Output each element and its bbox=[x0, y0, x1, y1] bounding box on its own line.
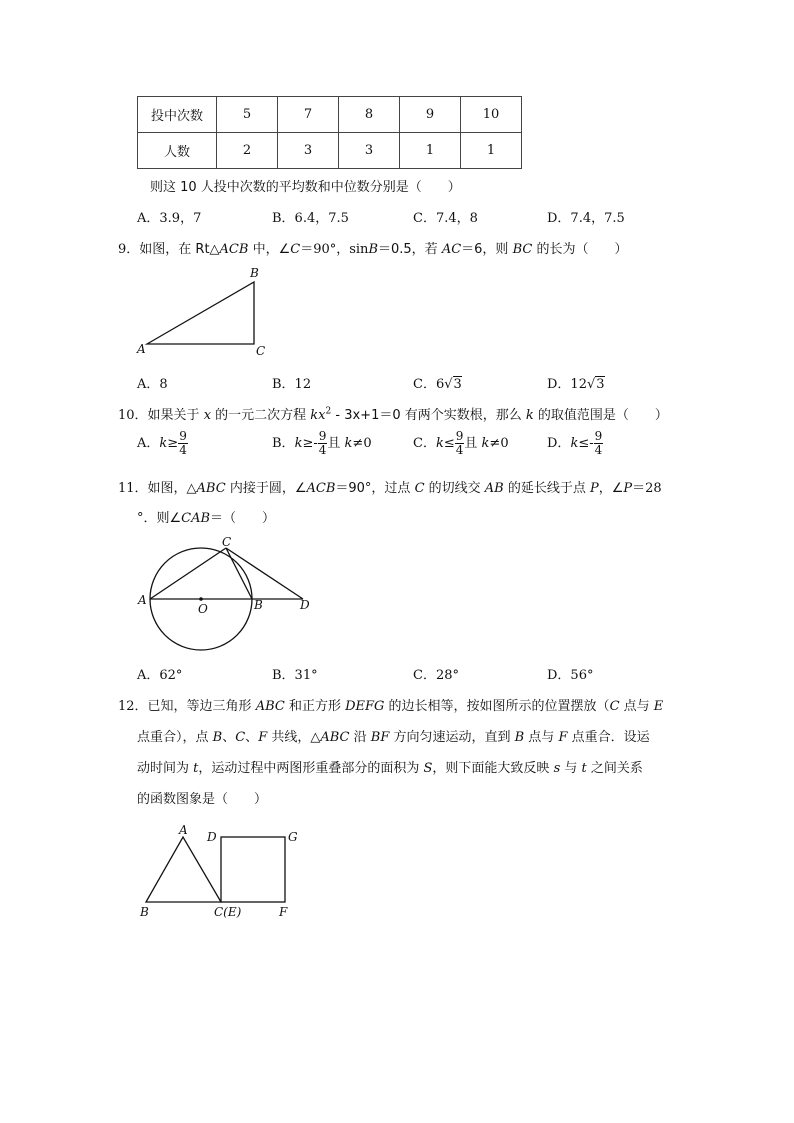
center-dot bbox=[199, 597, 203, 601]
point-label-b: B bbox=[254, 598, 263, 612]
q10-option-d[interactable]: D．k≤- $\frac{9}{4}$ bbox=[547, 429, 603, 457]
table-header-cell: 投中次数 bbox=[138, 97, 217, 133]
table-cell: 7 bbox=[278, 97, 339, 133]
q11-option-c[interactable]: C．28° bbox=[413, 668, 459, 683]
point-label-g: G bbox=[288, 830, 298, 844]
vertex-label-a: A bbox=[137, 342, 146, 356]
q11-circle-figure bbox=[133, 533, 333, 653]
q11-option-b[interactable]: B．31° bbox=[272, 668, 318, 683]
point-label-c: C bbox=[222, 535, 232, 549]
table-row bbox=[138, 133, 522, 169]
q9-stem: 9．如图，在 Rt△ACB 中，∠C＝90°，sinB＝0.5，若 AC＝6，则 BC 的长为（ ） bbox=[118, 242, 628, 257]
point-label-a: A bbox=[179, 823, 188, 837]
table-cell: 8 bbox=[339, 97, 400, 133]
question-number: 10． bbox=[118, 408, 148, 423]
table-cell: 5 bbox=[217, 97, 278, 133]
equilateral-triangle-shape bbox=[146, 837, 221, 902]
q11-stem-line1: 11．如图，△ABC 内接于圆，∠ACB＝90°，过点 C 的切线交 AB 的延长线于点 P，∠P＝28 bbox=[118, 481, 662, 496]
q8-option-c[interactable]: C．7.4，8 bbox=[413, 211, 478, 226]
table-row bbox=[138, 97, 522, 133]
q10-option-c[interactable]: C．k≤ $\frac{9}{4}$ 且 k≠0 bbox=[413, 429, 509, 457]
q10-option-a[interactable]: A．k≥ $\frac{9}{4}$ bbox=[137, 429, 187, 457]
triangle-shape bbox=[147, 282, 254, 344]
chord-cb bbox=[226, 548, 252, 599]
table-cell: 1 bbox=[400, 133, 461, 169]
table-cell: 1 bbox=[461, 133, 522, 169]
point-label-f: F bbox=[279, 905, 288, 919]
point-label-d: D bbox=[207, 830, 217, 844]
question-number: 9． bbox=[118, 242, 140, 257]
q8-option-a[interactable]: A．3.9，7 bbox=[137, 211, 202, 226]
point-label-a: A bbox=[138, 593, 147, 607]
square-shape bbox=[221, 837, 285, 902]
q11-stem-line2: °．则∠CAB＝（ ） bbox=[137, 511, 276, 526]
q9-option-b[interactable]: B．12 bbox=[272, 377, 312, 392]
point-label-d: D bbox=[300, 598, 310, 612]
q9-option-a[interactable]: A．8 bbox=[137, 377, 168, 392]
q8-option-b[interactable]: B．6.4，7.5 bbox=[272, 211, 349, 226]
q11-option-a[interactable]: A．62° bbox=[137, 668, 183, 683]
q11-option-d[interactable]: D．56° bbox=[547, 668, 594, 683]
q12-stem-line3: 动时间为 t，运动过程中两图形重叠部分的面积为 S，则下面能大致反映 s 与 t 之间关系 bbox=[137, 761, 643, 776]
table-cell: 3 bbox=[339, 133, 400, 169]
q12-triangle-square-figure bbox=[135, 820, 315, 925]
vertex-label-b: B bbox=[250, 266, 259, 280]
question-number: 11． bbox=[118, 481, 148, 496]
q9-option-c[interactable]: C．6√3 bbox=[413, 377, 462, 392]
table-cell: 2 bbox=[217, 133, 278, 169]
q10-option-b[interactable]: B．k≥- $\frac{9}{4}$ 且 k≠0 bbox=[272, 429, 372, 457]
q9-option-d[interactable]: D．12√3 bbox=[547, 377, 605, 392]
chord-ac bbox=[150, 548, 226, 599]
point-label-c-e: C(E) bbox=[214, 905, 242, 919]
q12-stem-line1: 12．已知，等边三角形 ABC 和正方形 DEFG 的边长相等，按如图所示的位置摆放（C 点与 E bbox=[118, 699, 664, 714]
table-cell: 10 bbox=[461, 97, 522, 133]
table-cell: 9 bbox=[400, 97, 461, 133]
q9-right-triangle-figure bbox=[130, 262, 280, 362]
question-number: 12． bbox=[118, 699, 148, 714]
q10-stem: 10．如果关于 x 的一元二次方程 $kx^2 - 3x+1=0$ 有两个实数根，那么 k 的取值范围是（ ） bbox=[118, 406, 668, 423]
table-cell: 3 bbox=[278, 133, 339, 169]
q8-stem: 则这 10 人投中次数的平均数和中位数分别是（ ） bbox=[150, 180, 461, 195]
tangent-cd bbox=[226, 548, 303, 599]
q12-stem-line2: 点重合），点 B、C、F 共线，△ABC 沿 BF 方向匀速运动，直到 B 点与 F 点重合．设运 bbox=[137, 730, 650, 745]
score-table bbox=[137, 96, 522, 169]
table-header-cell: 人数 bbox=[138, 133, 217, 169]
vertex-label-c: C bbox=[256, 344, 266, 358]
point-label-o: O bbox=[198, 602, 208, 616]
q12-stem-line4: 的函数图象是（ ） bbox=[137, 792, 268, 807]
q8-option-d[interactable]: D．7.4，7.5 bbox=[547, 211, 625, 226]
point-label-b: B bbox=[140, 905, 149, 919]
